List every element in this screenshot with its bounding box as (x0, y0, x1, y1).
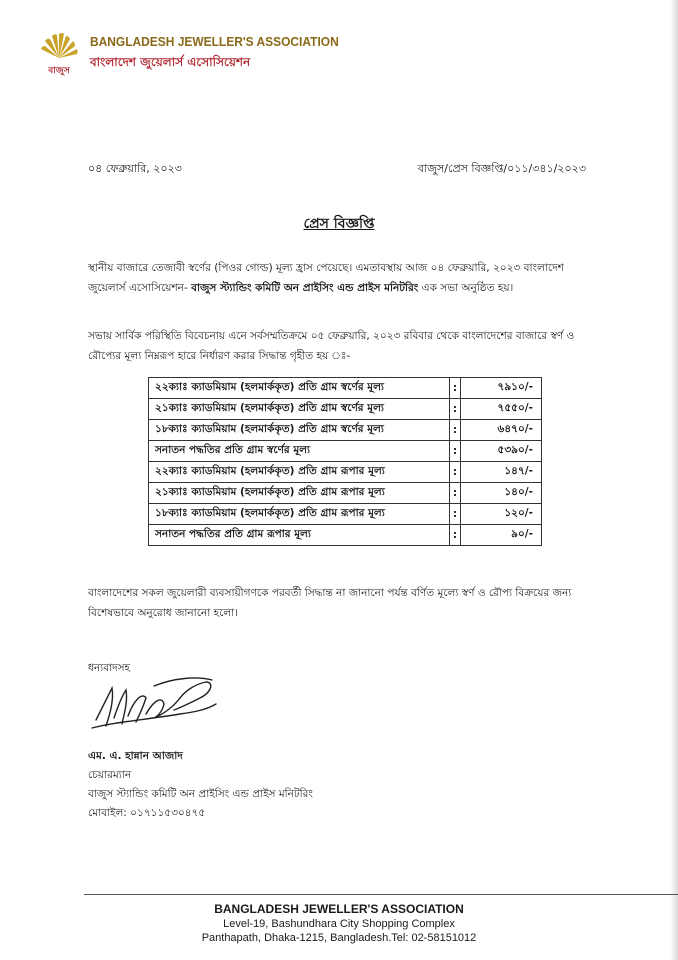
price-separator: : (450, 399, 461, 420)
price-label: সনাতন পদ্ধতির প্রতি গ্রাম স্বর্ণের মূল্য (149, 441, 450, 462)
price-separator: : (450, 378, 461, 399)
signatory-committee: বাজুস স্ট্যান্ডিং কমিটি অন প্রাইসিং এন্ড প্রাইস মনিটরিং (88, 788, 313, 800)
signature-icon (84, 670, 224, 740)
table-row (149, 525, 542, 546)
table-row (149, 420, 542, 441)
price-separator: : (450, 441, 461, 462)
price-label: ২২ক্যাঃ ক্যাডমিয়াম (হলমার্ককৃত) প্রতি গ্রাম রূপার মূল্য (149, 462, 450, 483)
paragraph-meeting-before: স্থানীয় বাজারে তেজাবী স্বর্ণের (পিওর গোল্ড) মূল্য হ্রাস পেয়েছে। এমতাবস্থায় আজ ০৪ ফেব্রুয়ারি, ২০২৩ বাংলাদেশ জুয়েলার্স এসোসিয়েশন- (88, 262, 564, 294)
price-separator: : (450, 525, 461, 546)
price-value: ৫৩৯০/- (461, 441, 542, 462)
price-separator: : (450, 483, 461, 504)
price-label: সনাতন পদ্ধতির প্রতি গ্রাম রূপার মূল্য (149, 525, 450, 546)
footer-address-line-2: Panthapath, Dhaka-1215, Bangladesh.Tel: 02-58151012 (201, 932, 477, 944)
paragraph-request: বাংলাদেশের সকল জুয়েলারী ব্যবসায়ীগণকে পরবর্তী সিদ্ধান্ত না জানানো পর্যন্ত বর্ণিত মূল্যে স্বর্ণ ও রৌপ্য বিক্রয়ের জন্য বিশেষভাবে অনুরোধ জানানো হলো। (88, 587, 572, 619)
price-value: ১৪৭/- (461, 462, 542, 483)
table-row (149, 399, 542, 420)
reference-number: বাজুস/প্রেস বিজ্ঞপ্তি/০১১/৩৪১/২০২৩ (417, 162, 586, 175)
signatory-name: এম. এ. হান্নান আজাদ (88, 750, 183, 762)
committee-name-bold: বাজুস স্ট্যান্ডিং কমিটি অন প্রাইসিং এন্ড প্রাইস মনিটরিং (191, 282, 419, 294)
paragraph-meeting-after: এক সভা অনুষ্ঠিত হয়। (418, 282, 514, 294)
table-row (149, 483, 542, 504)
price-value: ৭৫৫০/- (461, 399, 542, 420)
price-label: ১৮ক্যাঃ ক্যাডমিয়াম (হলমার্ককৃত) প্রতি গ্রাম স্বর্ণের মূল্য (149, 420, 450, 441)
price-separator: : (450, 420, 461, 441)
price-value: ১২০/- (461, 504, 542, 525)
price-value: ৬৪৭০/- (461, 420, 542, 441)
signatory-mobile: মোবাইল: ০১৭১১৫৩০৪৭৫ (88, 807, 206, 819)
title-text: প্রেস বিজ্ঞপ্তি (303, 216, 375, 232)
table-row (149, 441, 542, 462)
org-name-english: BANGLADESH JEWELLER'S ASSOCIATION (90, 34, 339, 49)
price-value: ৭৯১০/- (461, 378, 542, 399)
table-row (149, 504, 542, 525)
price-label: ২২ক্যাঃ ক্যাডমিয়াম (হলমার্ককৃত) প্রতি গ্রাম স্বর্ণের মূল্য (149, 378, 450, 399)
price-label: ১৮ক্যাঃ ক্যাডমিয়াম (হলমার্ককৃত) প্রতি গ্রাম রূপার মূল্য (149, 504, 450, 525)
price-label: ২১ক্যাঃ ক্যাডমিয়াম (হলমার্ককৃত) প্রতি গ্রাম রূপার মূল্য (149, 483, 450, 504)
paragraph-meeting (88, 258, 598, 298)
page-title (0, 212, 678, 236)
price-separator: : (450, 462, 461, 483)
price-value: ১৪০/- (461, 483, 542, 504)
table-row (149, 378, 542, 399)
price-separator: : (450, 504, 461, 525)
regards-text: ধন্যবাদসহ (88, 662, 131, 674)
footer-org-name: BANGLADESH JEWELLER'S ASSOCIATION (214, 902, 464, 916)
signatory-designation: চেয়ারম্যান (88, 769, 132, 781)
price-table (148, 377, 542, 546)
association-logo-icon (36, 28, 82, 76)
org-name-bangla: বাংলাদেশ জুয়েলার্স এসোসিয়েশন (90, 55, 251, 69)
release-date: ০৪ ফেব্রুয়ারি, ২০২৩ (88, 162, 182, 175)
price-label: ২১ক্যাঃ ক্যাডমিয়াম (হলমার্ককৃত) প্রতি গ্রাম স্বর্ণের মূল্য (149, 399, 450, 420)
price-value: ৯০/- (461, 525, 542, 546)
paragraph-decision: সভায় সার্বিক পরিস্থিতি বিবেচনায় এনে সর্বসম্মতিক্রমে ০৫ ফেব্রুয়ারি, ২০২৩ রবিবার থেকে বাংলাদেশের বাজারে স্বর্ণ ও রৌপ্যের মূল্য নিম্নরূপ হারে নির্ধারণ করার সিদ্ধান্ত গৃহীত হয় ঃ- (88, 330, 575, 362)
footer-address-line-1: Level-19, Bashundhara City Shopping Complex (223, 918, 455, 930)
page-edge-shadow (670, 0, 678, 960)
footer-divider (84, 894, 678, 895)
logo-text: বাজুস (48, 66, 70, 76)
table-row (149, 462, 542, 483)
